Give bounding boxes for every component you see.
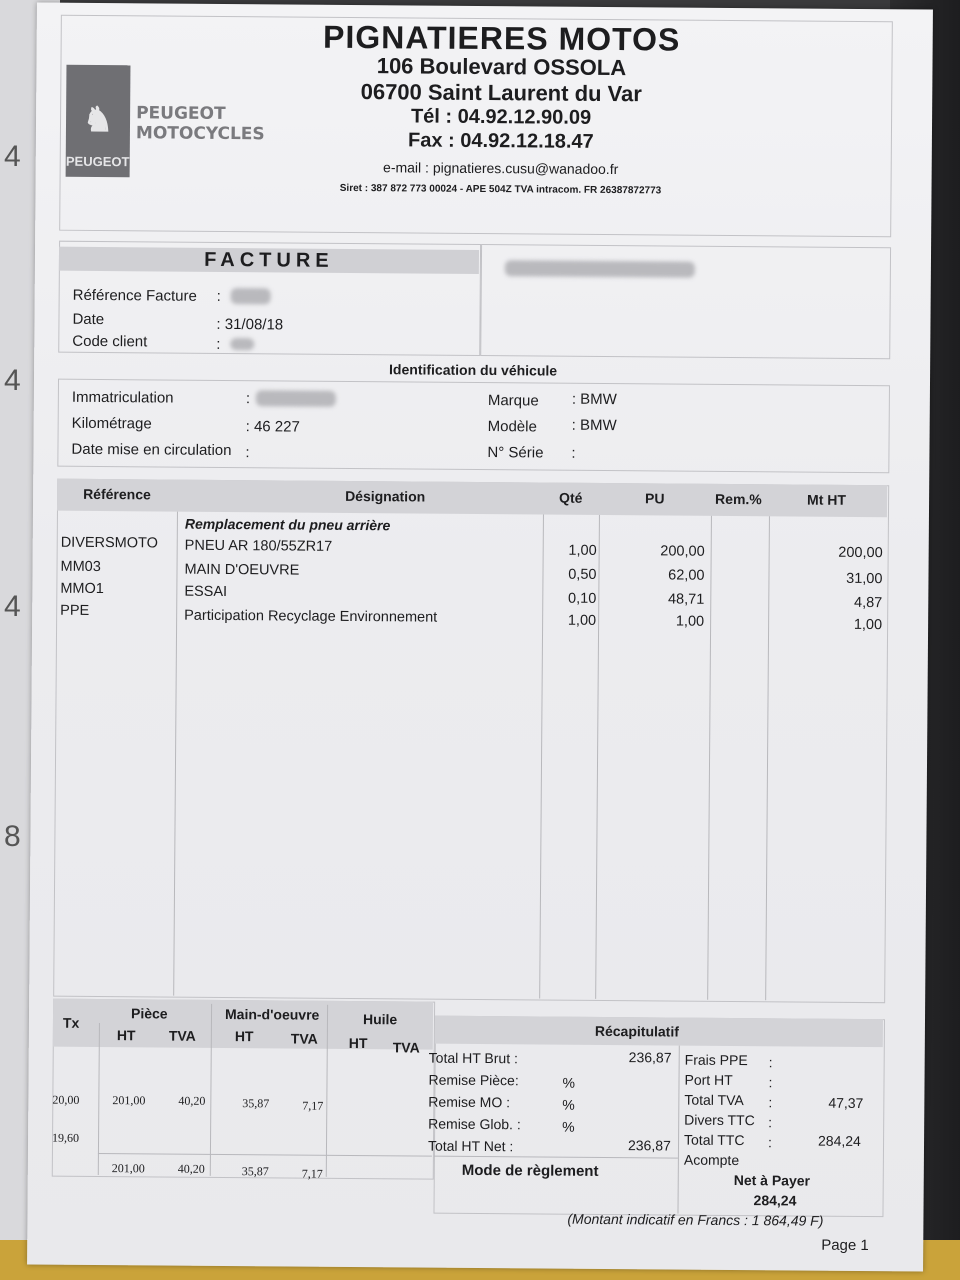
- total-ht-brut-label: Total HT Brut :: [428, 1049, 518, 1067]
- divers-ttc-label: Divers TTC: [684, 1111, 755, 1129]
- piece-tva-header: TVA: [168, 1027, 196, 1044]
- row-2-desc: MAIN D'OEUVRE: [184, 561, 300, 579]
- col-remise: Rem.%: [715, 490, 762, 508]
- fax: Fax : 04.92.12.18.47: [407, 129, 594, 153]
- tax-total-piece-ht: 201,00: [111, 1161, 145, 1176]
- net-a-payer-label: Net à Payer: [733, 1172, 811, 1189]
- reference-label: Référence Facture: [72, 286, 197, 305]
- siret-line: Siret : 387 872 773 00024 - APE 504Z TVA intracom. FR 26387872773: [339, 182, 662, 197]
- row-4-qte: 1,00: [567, 612, 597, 629]
- row-2-ref: MM03: [60, 558, 101, 576]
- row-2-pu: 62,00: [668, 567, 705, 584]
- huile-tva-header: TVA: [392, 1039, 420, 1056]
- mo-header: Main-d'oeuvre: [224, 1006, 320, 1023]
- background-mark: 8: [4, 820, 21, 853]
- redacted-reference: [231, 288, 271, 304]
- row-4-mt: 1,00: [853, 616, 883, 634]
- marque-label: Marque: [487, 392, 539, 410]
- acompte-label: Acompte: [683, 1151, 740, 1169]
- col-designation: Désignation: [345, 487, 426, 505]
- lion-icon: ♞: [82, 100, 114, 140]
- brand-line-2: MOTOCYCLES: [135, 123, 265, 145]
- items-table: [53, 479, 889, 1004]
- row-3-ref: MMO1: [60, 580, 104, 598]
- total-tva-value: 47,37: [828, 1094, 864, 1112]
- kilometrage-value: : 46 227: [245, 418, 300, 436]
- reference-colon: :: [216, 287, 221, 305]
- row-2-mt: 31,00: [846, 570, 883, 588]
- total-ttc-label: Total TTC: [683, 1131, 745, 1149]
- huile-header: Huile: [362, 1011, 398, 1028]
- row-1-qte: 1,00: [568, 542, 597, 559]
- row-1-pu: 200,00: [660, 543, 705, 560]
- page-number: Page 1: [821, 1236, 869, 1255]
- address-line-2: 06700 Saint Laurent du Var: [360, 79, 642, 107]
- company-name: PIGNATIERES MOTOS: [322, 18, 681, 58]
- remise-mo-pct: %: [562, 1096, 575, 1113]
- col-reference: Référence: [83, 485, 151, 503]
- total-ttc-colon: :: [767, 1134, 772, 1151]
- mise-circulation-value: :: [245, 444, 250, 462]
- kilometrage-label: Kilométrage: [71, 414, 152, 433]
- brand-line-1: PEUGEOT: [136, 103, 226, 124]
- client-label: Code client: [72, 332, 148, 351]
- mode-reglement: Mode de règlement: [461, 1161, 599, 1180]
- recap-title: Récapitulatif: [594, 1022, 679, 1040]
- date-label: Date: [72, 310, 105, 329]
- piece-header: Pièce: [130, 1005, 168, 1022]
- row-1-desc: PNEU AR 180/55ZR17: [184, 537, 333, 555]
- modele-value: : BMW: [571, 416, 617, 435]
- background-mark: 4: [4, 590, 21, 623]
- tax-r2-tx: 19,60: [51, 1130, 80, 1145]
- remise-glob-pct: %: [562, 1118, 575, 1135]
- date-value: : 31/08/18: [216, 315, 284, 334]
- port-ht-label: Port HT: [684, 1071, 733, 1088]
- row-1-ref: DIVERSMOTO: [60, 534, 159, 552]
- peugeot-logo: [66, 65, 131, 177]
- remise-piece-pct: %: [562, 1074, 576, 1091]
- tax-r1-piece-tva: 40,20: [178, 1093, 206, 1108]
- row-2-qte: 0,50: [568, 566, 597, 583]
- invoice-paper: [27, 3, 933, 1272]
- row-1-mt: 200,00: [838, 544, 883, 562]
- tax-r1-tx: 20,00: [52, 1092, 80, 1107]
- huile-ht-header: HT: [348, 1034, 368, 1052]
- total-ttc-value: 284,24: [817, 1132, 861, 1150]
- logo-text: PEUGEOT: [65, 153, 130, 170]
- immatriculation-colon: :: [245, 390, 251, 408]
- total-ht-net-value: 236,87: [627, 1137, 671, 1154]
- row-3-mt: 4,87: [853, 594, 883, 612]
- vehicle-section-title: Identification du véhicule: [389, 361, 558, 379]
- tax-r1-piece-ht: 201,00: [112, 1093, 146, 1108]
- address-line-1: 106 Boulevard OSSOLA: [376, 53, 627, 81]
- immatriculation-label: Immatriculation: [71, 388, 174, 407]
- montant-francs: (Montant indicatif en Francs : 1 864,49 F): [567, 1210, 824, 1229]
- total-tva-colon: :: [768, 1094, 773, 1111]
- tax-total-piece-tva: 40,20: [177, 1161, 205, 1176]
- tax-r1-mo-ht: 35,87: [242, 1096, 270, 1111]
- col-qte: Qté: [559, 489, 583, 506]
- tx-header: Tx: [62, 1014, 80, 1031]
- items-table-header: [57, 479, 887, 518]
- tax-total-mo-ht: 35,87: [241, 1164, 269, 1179]
- serie-label: N° Série: [487, 444, 544, 462]
- email: e-mail : pignatieres.cusu@wanadoo.fr: [383, 159, 619, 178]
- port-ht-colon: :: [768, 1074, 773, 1091]
- vehicle-box: [57, 379, 890, 474]
- col-pu: PU: [645, 490, 665, 507]
- frais-ppe-label: Frais PPE: [684, 1051, 748, 1069]
- background-mark: 4: [4, 140, 21, 173]
- mo-ht-header: HT: [234, 1028, 254, 1045]
- background-mark: 4: [4, 364, 21, 397]
- row-3-pu: 48,71: [667, 591, 705, 608]
- net-a-payer-value: 284,24: [753, 1192, 797, 1209]
- mo-tva-header: TVA: [290, 1030, 318, 1047]
- row-3-qte: 0,10: [568, 590, 597, 607]
- remise-glob-label: Remise Glob. :: [428, 1115, 521, 1133]
- col-mt-ht: Mt HT: [807, 491, 847, 508]
- row-4-pu: 1,00: [675, 613, 705, 630]
- section-title: Remplacement du pneu arrière: [184, 515, 391, 534]
- total-ht-net-label: Total HT Net :: [427, 1137, 514, 1155]
- modele-label: Modèle: [487, 418, 537, 436]
- tax-r1-mo-tva: 7,17: [302, 1098, 324, 1113]
- client-colon: :: [216, 335, 221, 353]
- telephone: Tél : 04.92.12.90.09: [410, 105, 592, 129]
- piece-ht-header: HT: [116, 1027, 136, 1044]
- facture-title: FACTURE: [59, 247, 479, 274]
- row-4-ref: PPE: [60, 602, 90, 619]
- serie-value: :: [571, 444, 576, 462]
- mise-circulation-label: Date mise en circulation: [71, 440, 232, 460]
- remise-mo-label: Remise MO :: [428, 1093, 511, 1111]
- total-tva-label: Total TVA: [684, 1091, 744, 1109]
- divers-ttc-colon: :: [768, 1114, 773, 1131]
- redacted-plate: [256, 390, 336, 407]
- tax-total-mo-tva: 7,17: [301, 1166, 323, 1181]
- marque-value: : BMW: [571, 390, 617, 409]
- remise-piece-label: Remise Pièce:: [428, 1071, 519, 1089]
- row-3-desc: ESSAI: [184, 583, 228, 601]
- redacted-customer: [505, 260, 695, 277]
- redacted-client: [230, 338, 254, 350]
- frais-ppe-colon: :: [768, 1054, 773, 1071]
- row-4-desc: Participation Recyclage Environnement: [184, 607, 438, 626]
- total-ht-brut-value: 236,87: [628, 1049, 672, 1066]
